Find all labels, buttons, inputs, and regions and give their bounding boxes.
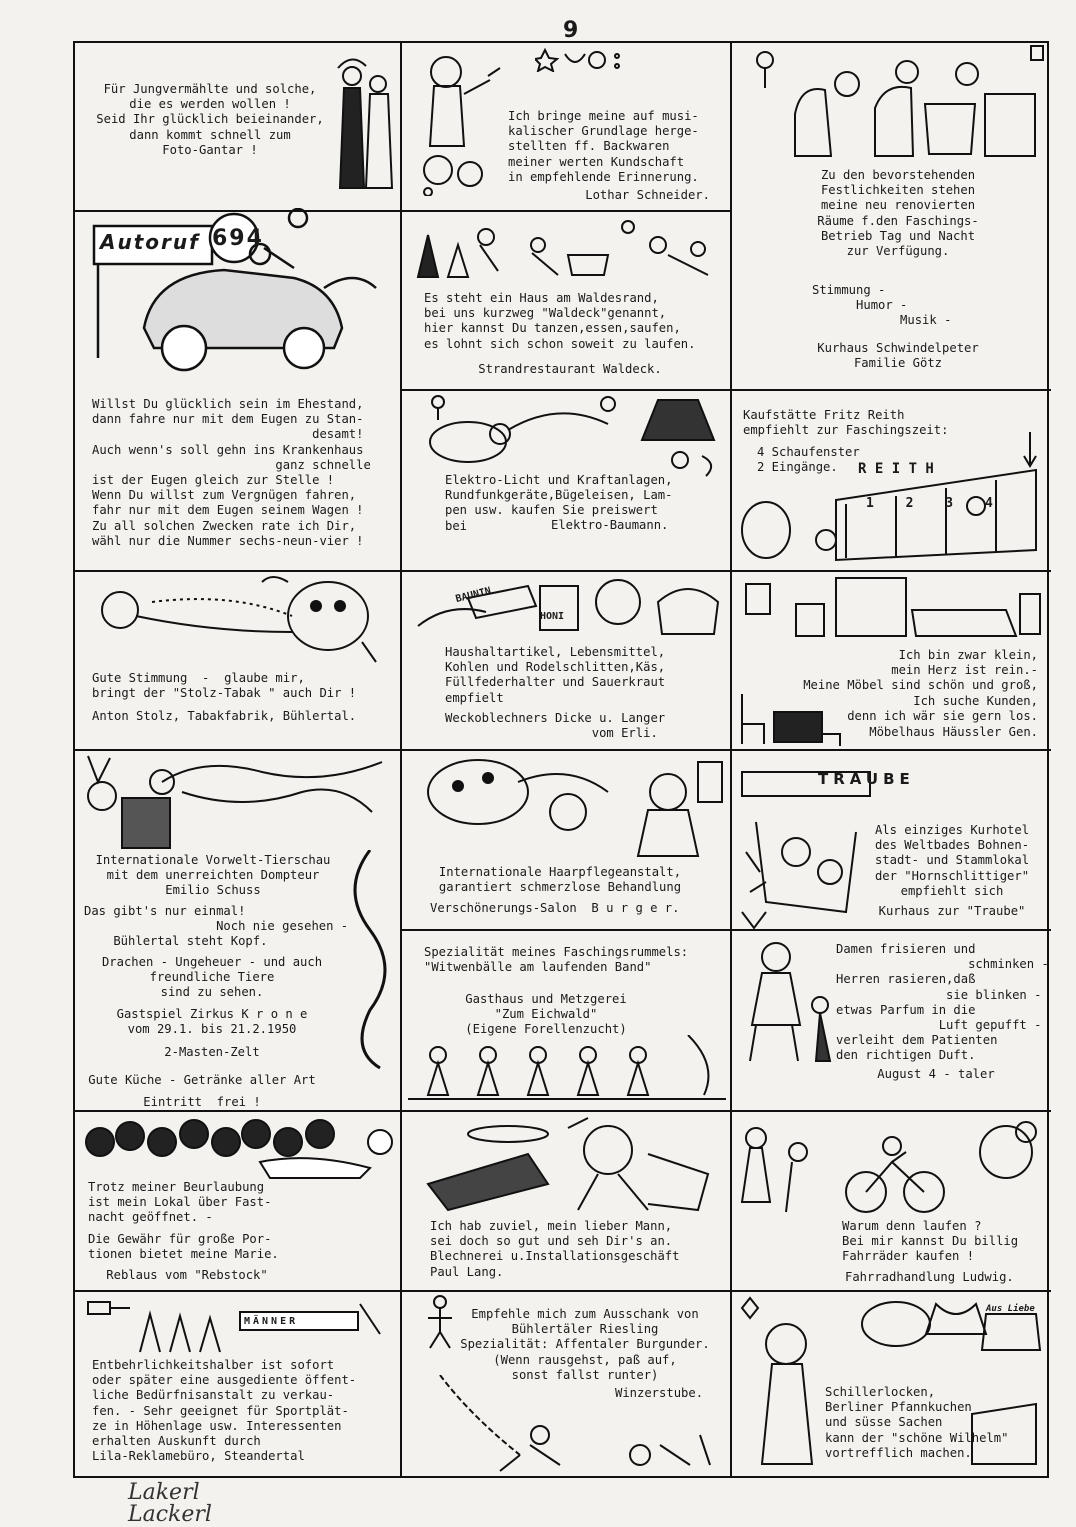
grapes-waitress-illustration xyxy=(80,1112,400,1182)
traube-sign: TRAUBE xyxy=(818,770,915,788)
ad-schwindelpeter-features: Stimmung - Humor - Musik - xyxy=(812,283,952,328)
ad-krone-animals: Drachen - Ungeheuer - und auch freundliche Tiere sind zu sehen. xyxy=(101,955,323,1000)
ad-schneider-text: Ich bringe meine auf musi- kalischer Grundlage herge- stellten ff. Backwaren meiner werten Kundschaft in empfehlende Erinnerung. xyxy=(508,109,699,184)
tobacco-smoker-illustration xyxy=(92,572,382,672)
ad-krone-tagline: Das gibt's nur einmal! Noch nie gesehen - Bühlertal steht Kopf. xyxy=(84,904,349,949)
ad-waldeck-text: Es steht ein Haus am Waldesrand, bei uns kurzweg "Waldeck"genannt, hier kannst Du tanzen,essen,saufen, es lohnt sich schon soweit zu laufen. xyxy=(424,291,696,351)
ad-eugen-text: Willst Du glücklich sein im Ehestand, dann fahre nur mit dem Eugen zu Stan- desamt! Auch wenn's soll gehn ins Krankenhaus ganz schnelle ist der Eugen gleich zur Stelle ! Wenn Du willst zum Vergnügen fahren, fahr nur mit dem Eugen seinem Wagen ! Zu all solchen Zwecken rate ich Dir, wähl nur die Nummer sechs-neun-vier ! xyxy=(92,397,371,548)
jar-label-honi: HONI xyxy=(540,611,565,622)
ad-winzer-signature: Winzerstube. xyxy=(615,1386,704,1400)
groceries-illustration xyxy=(408,572,726,642)
ad-waldeck-signature: Strandrestaurant Waldeck. xyxy=(478,362,662,376)
ad-eichwald-text: Gasthaus und Metzgerei "Zum Eichwald" (Eigene Forellenzucht) xyxy=(465,992,627,1037)
ad-schwindelpeter-text: Zu den bevorstehenden Festlichkeiten stehen meine neu renovierten Räume f.den Faschings- Betrieb Tag und Nacht zur Verfügung. xyxy=(817,168,979,259)
ad-traube-text: Als einziges Kurhotel des Weltbades Bohnen- stadt- und Stammlokal der "Hornschlittiger" empfiehlt sich xyxy=(874,823,1030,898)
handwritten-note: Lakerl Lackerl xyxy=(128,1480,212,1527)
ad-schwindelpeter-signature: Kurhaus Schwindelpeter Familie Götz xyxy=(817,341,979,371)
ad-winzer-text: Empfehle mich zum Ausschank von Bühlertäler Riesling Spezialität: Affentaler Burgunder. (Wenn rausgehst, paß auf, sonst fallst runter) xyxy=(460,1307,710,1382)
ad-krone-dates: Gastspiel Zirkus K r o n e vom 29.1. bis 21.2.1950 xyxy=(116,1007,308,1037)
ad-stolz-text: Gute Stimmung - glaube mir, bringt der "Stolz-Tabak " auch Dir ! xyxy=(92,671,357,701)
ad-traube-signature: Kurhaus zur "Traube" xyxy=(878,904,1026,918)
autoruf-number: 694 xyxy=(212,226,264,251)
ad-krone-food: Gute Küche - Getränke aller Art xyxy=(88,1073,316,1087)
ad-reith-list: 4 Schaufenster 2 Eingänge. xyxy=(757,445,860,475)
page-number: 9 xyxy=(563,18,579,43)
column-divider-1 xyxy=(400,43,402,1476)
row-divider xyxy=(75,1290,1051,1292)
ad-krone-headline: Internationale Vorwelt-Tierschau mit dem unerreichten Dompteur Emilio Schuss xyxy=(95,853,331,898)
maenner-sign: MÄNNER xyxy=(244,1316,299,1327)
reith-store-letters: R E I T H xyxy=(858,461,934,477)
plumbing-pile-illustration xyxy=(408,1114,726,1214)
ad-schneider-signature: Lothar Schneider. xyxy=(585,188,710,202)
falling-drinker-illustration xyxy=(430,1375,720,1475)
ad-dicke-text: Haushaltartikel, Lebensmittel, Kohlen und Rodelschlitten,Käs, Füllfederhalter und Sauerkraut empfielt xyxy=(445,645,666,705)
ad-dicke-signature: Weckoblechners Dicke u. Langer vom Erli. xyxy=(445,711,666,741)
jar-label-baunin: BAUNIN xyxy=(454,585,493,606)
electric-pig-illustration xyxy=(408,390,726,480)
ad-lila-text: Entbehrlichkeitshalber ist sofort oder später eine ausgediente öffent- liche Bedürfnisanstalt zu verkau- fen. - Sehr geeignet für Sportplät- ze in Höhenlage usw. Interessenten erhalten Auskunft durch Lila-Reklamebüro, Steandertal xyxy=(92,1358,357,1464)
ad-ludwig-text: Warum denn laufen ? Bei mir kannst Du billig Fahrräder kaufen ! xyxy=(842,1219,1019,1264)
ad-stolz-signature: Anton Stolz, Tabakfabrik, Bühlertal. xyxy=(92,709,357,723)
ad-eichwald-slogan: Spezialität meines Faschingsrummels: "Witwenbälle am laufenden Band" xyxy=(424,945,689,975)
forest-party-illustration xyxy=(408,215,728,285)
ad-krone-entry: Eintritt frei ! xyxy=(143,1095,261,1109)
crowd-queue-illustration xyxy=(80,1294,396,1354)
ad-august-signature: August 4 - taler xyxy=(877,1067,995,1081)
ad-foto-gantar-text: Für Jungvermählte und solche, die es werden wollen ! Seid Ihr glücklich beieinander, dann kommt schnell zum Foto-Gantar ! xyxy=(96,82,324,157)
row-divider xyxy=(730,389,1051,391)
ad-august-text: Damen frisieren und schminken - Herren rasieren,daß sie blinken - etwas Parfum in die Luft gepufft - verleiht dem Patienten den richtigen Duft. xyxy=(836,942,1049,1063)
ad-baumann-text: Elektro-Licht und Kraftanlagen, Rundfunkgeräte,Bügeleisen, Lam- pen usw. kaufen Sie preiswert bei xyxy=(445,473,673,533)
desk-chair-illustration xyxy=(734,690,844,748)
dragon-barrel-illustration xyxy=(82,752,398,852)
row-divider xyxy=(75,749,1051,751)
ad-rebstock-signature: Reblaus vom "Rebstock" xyxy=(106,1268,268,1282)
hair-salon-illustration xyxy=(408,752,726,862)
ad-rebstock-text: Trotz meiner Beurlaubung ist mein Lokal über Fast- nacht geöffnet. - xyxy=(88,1180,272,1225)
ad-haeussler-signature: Möbelhaus Häussler Gen. xyxy=(869,725,1038,739)
dance-hall-illustration xyxy=(735,44,1047,162)
ad-baumann-signature: Elektro-Baumann. xyxy=(551,518,669,532)
ad-reith-text: Kaufstätte Fritz Reith empfiehlt zur Faschingszeit: xyxy=(743,408,949,438)
ad-wilhelm-text: Schillerlocken, Berliner Pfannkuchen und süsse Sachen kann der "schöne Wilhelm" vortrefflich machen. xyxy=(825,1385,1009,1460)
ad-haeussler-text: Ich bin zwar klein, mein Herz ist rein.- Meine Möbel sind schön und groß, Ich suche Kunden, denn ich wär sie gern los. xyxy=(803,648,1038,723)
column-divider-2 xyxy=(730,43,732,1476)
barber-lady-illustration xyxy=(736,935,836,1065)
ad-rebstock-portions: Die Gewähr für große Por- tionen bietet meine Marie. xyxy=(88,1232,279,1262)
dancing-widows-illustration xyxy=(408,1035,726,1105)
row-divider xyxy=(400,929,1051,931)
bicycle-shop-illustration xyxy=(736,1112,1044,1216)
ad-burger-text: Internationale Haarpflegeanstalt, garantiert schmerzlose Behandlung xyxy=(438,865,682,895)
autoruf-sign: Autoruf xyxy=(100,230,200,254)
ad-ludwig-signature: Fahrradhandlung Ludwig. xyxy=(845,1270,1014,1284)
ad-lang-text: Ich hab zuviel, mein lieber Mann, sei doch so gut und seh Dir's an. Blechnerei u.Installationsgeschäft Paul Lang. xyxy=(430,1219,680,1279)
bedroom-furniture-illustration xyxy=(736,574,1044,644)
music-notes-decoration xyxy=(535,46,625,72)
reith-window-numbers: 1 2 3 4 xyxy=(866,496,1005,511)
ad-burger-signature: Verschönerungs-Salon B u r g e r. xyxy=(430,901,680,915)
couple-illustration xyxy=(330,48,398,198)
cake-inscription: Aus Liebe xyxy=(986,1304,1035,1314)
baker-illustration xyxy=(408,46,508,196)
ad-krone-tent: 2-Masten-Zelt xyxy=(164,1045,260,1059)
row-divider xyxy=(400,210,732,212)
